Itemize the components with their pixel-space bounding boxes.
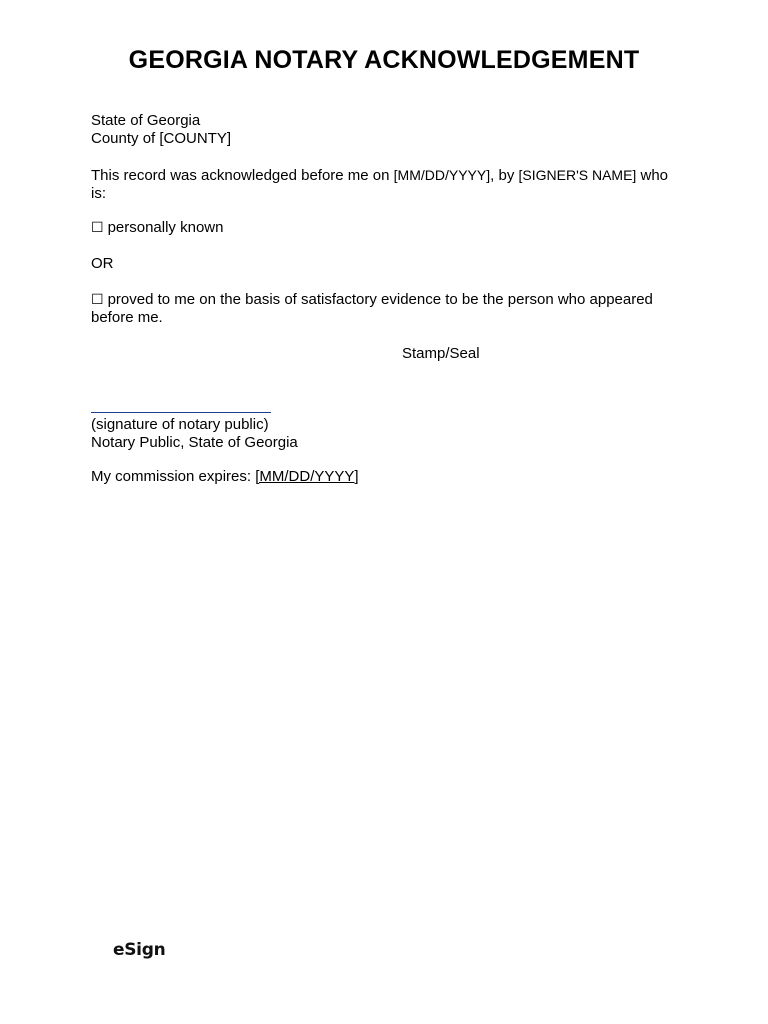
signature-caption: (signature of notary public) bbox=[91, 416, 269, 433]
option-personally-known-label: personally known bbox=[107, 219, 224, 236]
stamp-seal-label: Stamp/Seal bbox=[402, 345, 480, 362]
ack-date-field: [MM/DD/YYYY] bbox=[393, 167, 491, 183]
or-label: OR bbox=[91, 255, 114, 272]
ack-prefix: This record was acknowledged before me on bbox=[91, 167, 394, 184]
checkbox-personally-known[interactable]: ☐ bbox=[91, 220, 104, 236]
ack-middle: , by bbox=[490, 167, 519, 184]
commission-date-field[interactable]: [MM/DD/YYYY] bbox=[255, 468, 359, 485]
document-title: GEORGIA NOTARY ACKNOWLEDGEMENT bbox=[128, 46, 640, 74]
commission-label: My commission expires: bbox=[91, 468, 256, 485]
checkbox-proved[interactable]: ☐ bbox=[91, 292, 104, 308]
ack-suffix: who is: bbox=[91, 167, 668, 202]
signature-line[interactable] bbox=[91, 412, 271, 413]
option-personally-known bbox=[91, 219, 223, 237]
state-line: State of Georgia bbox=[91, 112, 201, 129]
notary-title: Notary Public, State of Georgia bbox=[91, 434, 298, 451]
option-proved-label: proved to me on the basis of satisfactory evidence to be the person who appeared before me. bbox=[91, 291, 653, 326]
county-line: County of [COUNTY] bbox=[91, 130, 232, 147]
commission-expires bbox=[91, 468, 359, 486]
option-proved bbox=[91, 291, 681, 327]
esign-logo: eSign bbox=[113, 940, 166, 960]
acknowledgement-paragraph bbox=[91, 166, 681, 203]
ack-signer-field: [SIGNER'S NAME] bbox=[518, 167, 637, 183]
